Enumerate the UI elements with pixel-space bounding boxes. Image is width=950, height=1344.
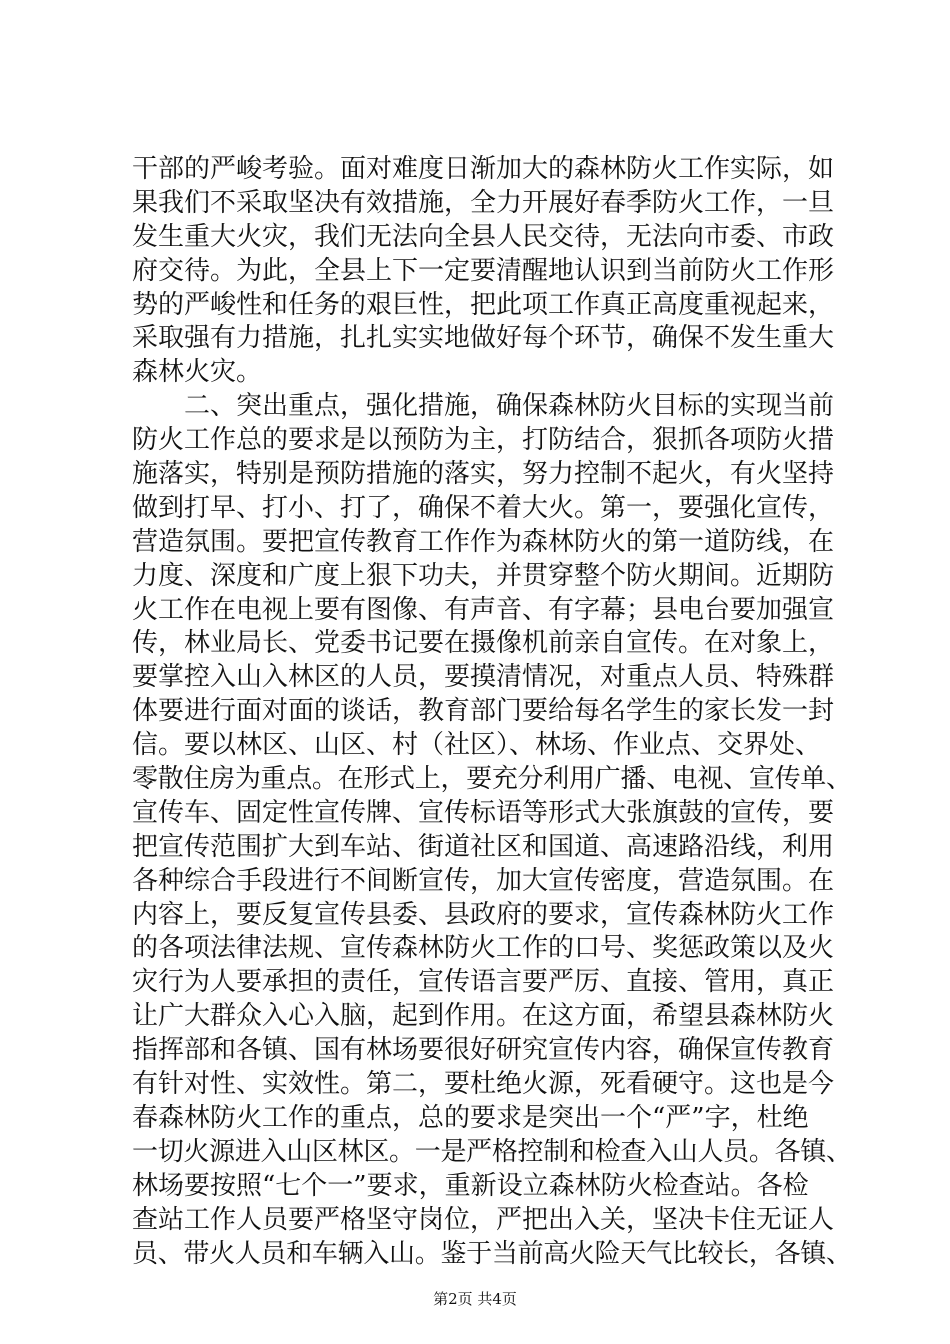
text-line: 一切火源进入山区林区。一是严格控制和检查入山人员。各镇、 bbox=[132, 1136, 852, 1167]
text-line: 指挥部和各镇、国有林场要很好研究宣传内容，确保宣传教育 bbox=[132, 1035, 835, 1066]
page-footer: 第2页 共4页 bbox=[433, 1290, 517, 1308]
text-line: 防火工作总的要求是以预防为主，打防结合，狠抓各项防火措 bbox=[132, 425, 835, 456]
body-text bbox=[132, 153, 852, 1271]
text-line: 信。要以林区、山区、村（社区）、林场、作业点、交界处、 bbox=[132, 730, 822, 761]
text-line: 果我们不采取坚决有效措施，全力开展好春季防火工作，一旦 bbox=[132, 187, 835, 218]
text-line: 森林火灾。 bbox=[132, 357, 263, 388]
text-line: 采取强有力措施，扎扎实实地做好每个环节，确保不发生重大 bbox=[132, 323, 835, 354]
text-line: 宣传车、固定性宣传牌、宣传标语等形式大张旗鼓的宣传，要 bbox=[132, 797, 835, 828]
text-line: 传，林业局长、党委书记要在摄像机前亲自宣传。在对象上， bbox=[132, 628, 835, 659]
text-line: 发生重大火灾，我们无法向全县人民交待，无法向市委、市政 bbox=[132, 221, 835, 252]
text-line: 要掌控入山入林区的人员，要摸清情况，对重点人员、特殊群 bbox=[132, 662, 835, 693]
text-line: 势的严峻性和任务的艰巨性，把此项工作真正高度重视起来， bbox=[132, 289, 835, 320]
text-line: 把宣传范围扩大到车站、街道社区和国道、高速路沿线，利用 bbox=[132, 831, 835, 862]
text-line: 零散住房为重点。在形式上，要充分利用广播、电视、宣传单、 bbox=[132, 764, 852, 795]
text-line: 员、带火人员和车辆入山。鉴于当前高火险天气比较长，各镇、 bbox=[132, 1238, 852, 1269]
text-line: 林场要按照“七个一”要求，重新设立森林防火检查站。各检 bbox=[132, 1170, 809, 1201]
text-line: 有针对性、实效性。第二，要杜绝火源，死看硬守。这也是今 bbox=[132, 1069, 835, 1100]
text-line: 力度、深度和广度上狠下功夫，并贯穿整个防火期间。近期防 bbox=[132, 560, 835, 591]
text-line: 灾行为人要承担的责任，宣传语言要严厉、直接、管用，真正 bbox=[132, 967, 835, 998]
text-line: 干部的严峻考验。面对难度日渐加大的森林防火工作实际，如 bbox=[132, 154, 835, 184]
text-line: 让广大群众入心入脑，起到作用。在这方面，希望县森林防火 bbox=[132, 1001, 835, 1032]
text-line: 施落实，特别是预防措施的落实，努力控制不起火，有火坚持 bbox=[132, 459, 835, 490]
text-line: 体要进行面对面的谈话，教育部门要给每名学生的家长发一封 bbox=[132, 696, 835, 727]
text-line: 内容上，要反复宣传县委、县政府的要求，宣传森林防火工作 bbox=[132, 899, 835, 930]
text-line: 二、突出重点，强化措施，确保森林防火目标的实现当前 bbox=[132, 391, 835, 422]
text-line: 各种综合手段进行不间断宣传，加大宣传密度，营造氛围。在 bbox=[132, 865, 835, 896]
text-line: 营造氛围。要把宣传教育工作作为森林防火的第一道防线，在 bbox=[132, 526, 835, 557]
text-line: 春森林防火工作的重点，总的要求是突出一个“严”字，杜绝 bbox=[132, 1102, 809, 1133]
text-line: 府交待。为此，全县上下一定要清醒地认识到当前防火工作形 bbox=[132, 255, 835, 286]
text-line: 的各项法律法规、宣传森林防火工作的口号、奖惩政策以及火 bbox=[132, 933, 835, 964]
text-line: 做到打早、打小、打了，确保不着大火。第一，要强化宣传， bbox=[132, 492, 835, 523]
text-line: 火工作在电视上要有图像、有声音、有字幕；县电台要加强宣 bbox=[132, 594, 835, 625]
text-line: 查站工作人员要严格坚守岗位，严把出入关，坚决卡住无证人 bbox=[132, 1204, 835, 1235]
